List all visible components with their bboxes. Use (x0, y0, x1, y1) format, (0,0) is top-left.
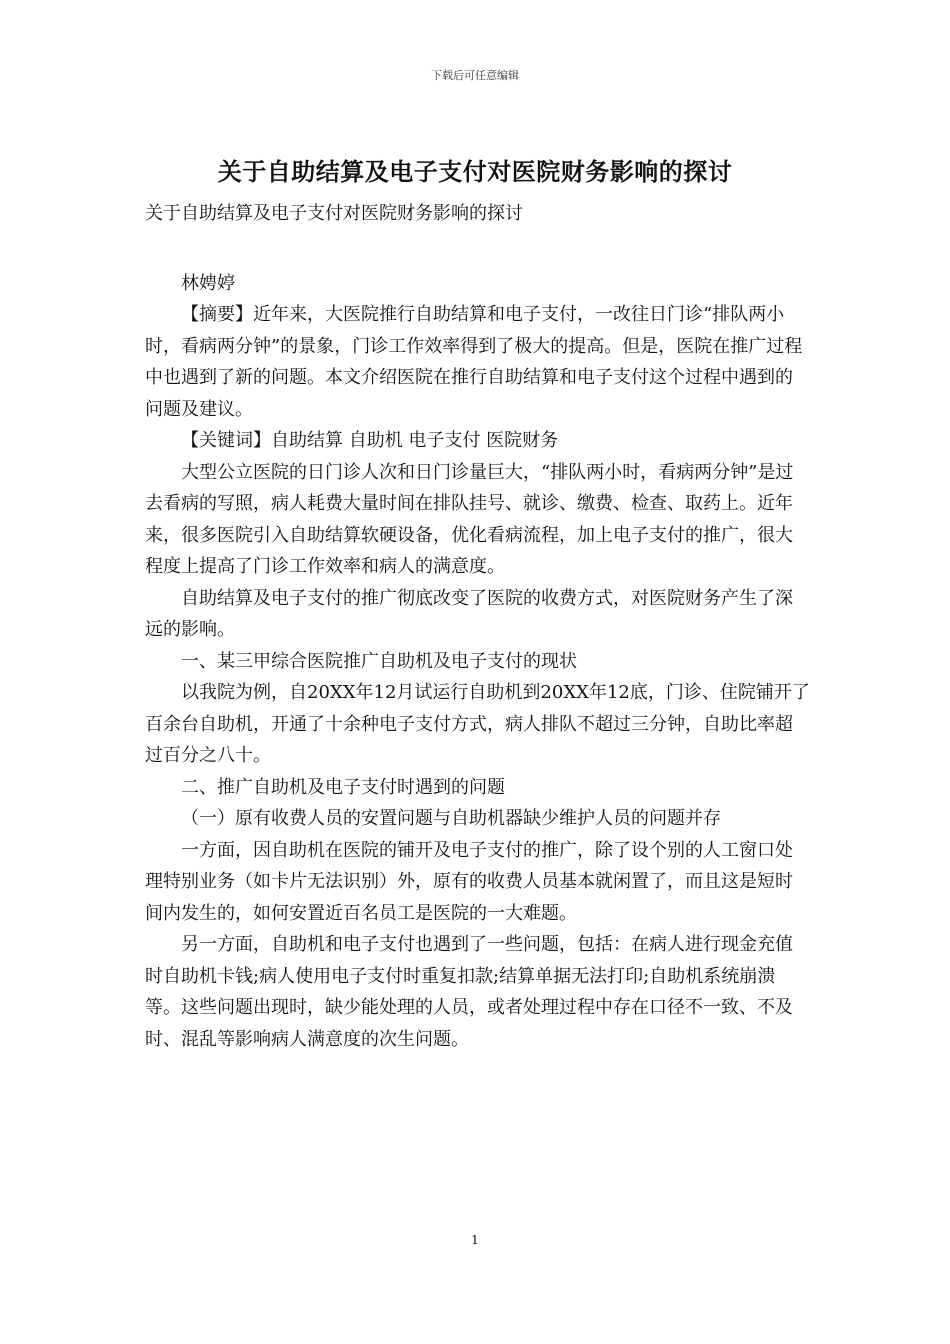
body-paragraph: 一方面，因自助机在医院的铺开及电子支付的推广，除了设个别的人工窗口处理特别业务（如卡片无法识别）外，原有的收费人员基本就闲置了，而且这是短时间内发生的，如何安置近百名员工是医院的一大难题。 (145, 839, 793, 924)
page-number: 1 (471, 1233, 479, 1247)
body-paragraph: 另一方面，自助机和电子支付也遇到了一些问题，包括：在病人进行现金充值时自助机卡钱;病人使用电子支付时重复扣款;结算单据无法打印;自助机系统崩溃等。这些问题出现时，缺少能处理的人员，或者处理过程中存在口径不一致、不及时、混乱等影响病人满意度的次生问题。 (145, 934, 793, 1050)
document-title: 关于自助结算及电子支付对医院财务影响的探讨 (217, 157, 733, 186)
section-heading: 一、某三甲综合医院推广自助机及电子支付的现状 (181, 650, 577, 672)
author: 林娉婷 (181, 272, 235, 294)
section-heading: 二、推广自助机及电子支付时遇到的问题 (181, 776, 505, 798)
document-body (145, 198, 810, 1055)
subtitle: 关于自助结算及电子支付对医院财务影响的探讨 (145, 203, 523, 224)
abstract-paragraph: 【摘要】近年来，大医院推行自助结算和电子支付，一改往日门诊“排队两小时，看病两分钟”的景象，门诊工作效率得到了极大的提高。但是，医院在推广过程中也遇到了新的问题。本文介绍医院在推行自助结算和电子支付这个过程中遇到的问题及建议。 (145, 304, 803, 420)
keywords-paragraph: 【关键词】自助结算 自助机 电子支付 医院财务 (181, 430, 559, 451)
header-note: 下载后可任意编辑 (431, 69, 519, 82)
body-paragraph: 大型公立医院的日门诊人次和日门诊量巨大，“排队两小时，看病两分钟”是过去看病的写照，病人耗费大量时间在排队挂号、就诊、缴费、检查、取药上。近年来，很多医院引入自助结算软硬设备，优化看病流程，加上电子支付的推广，很大程度上提高了门诊工作效率和病人的满意度。 (145, 461, 794, 577)
body-paragraph: 以我院为例，自20XX年12月试运行自助机到20XX年12底，门诊、住院铺开了百余台自助机，开通了十余种电子支付方式，病人排队不超过三分钟，自助比率超过百分之八十。 (145, 682, 810, 766)
subsection-heading: （一）原有收费人员的安置问题与自助机器缺少维护人员的问题并存 (181, 808, 721, 829)
body-paragraph: 自助结算及电子支付的推广彻底改变了医院的收费方式，对医院财务产生了深远的影响。 (145, 587, 793, 640)
spacer (145, 230, 810, 268)
